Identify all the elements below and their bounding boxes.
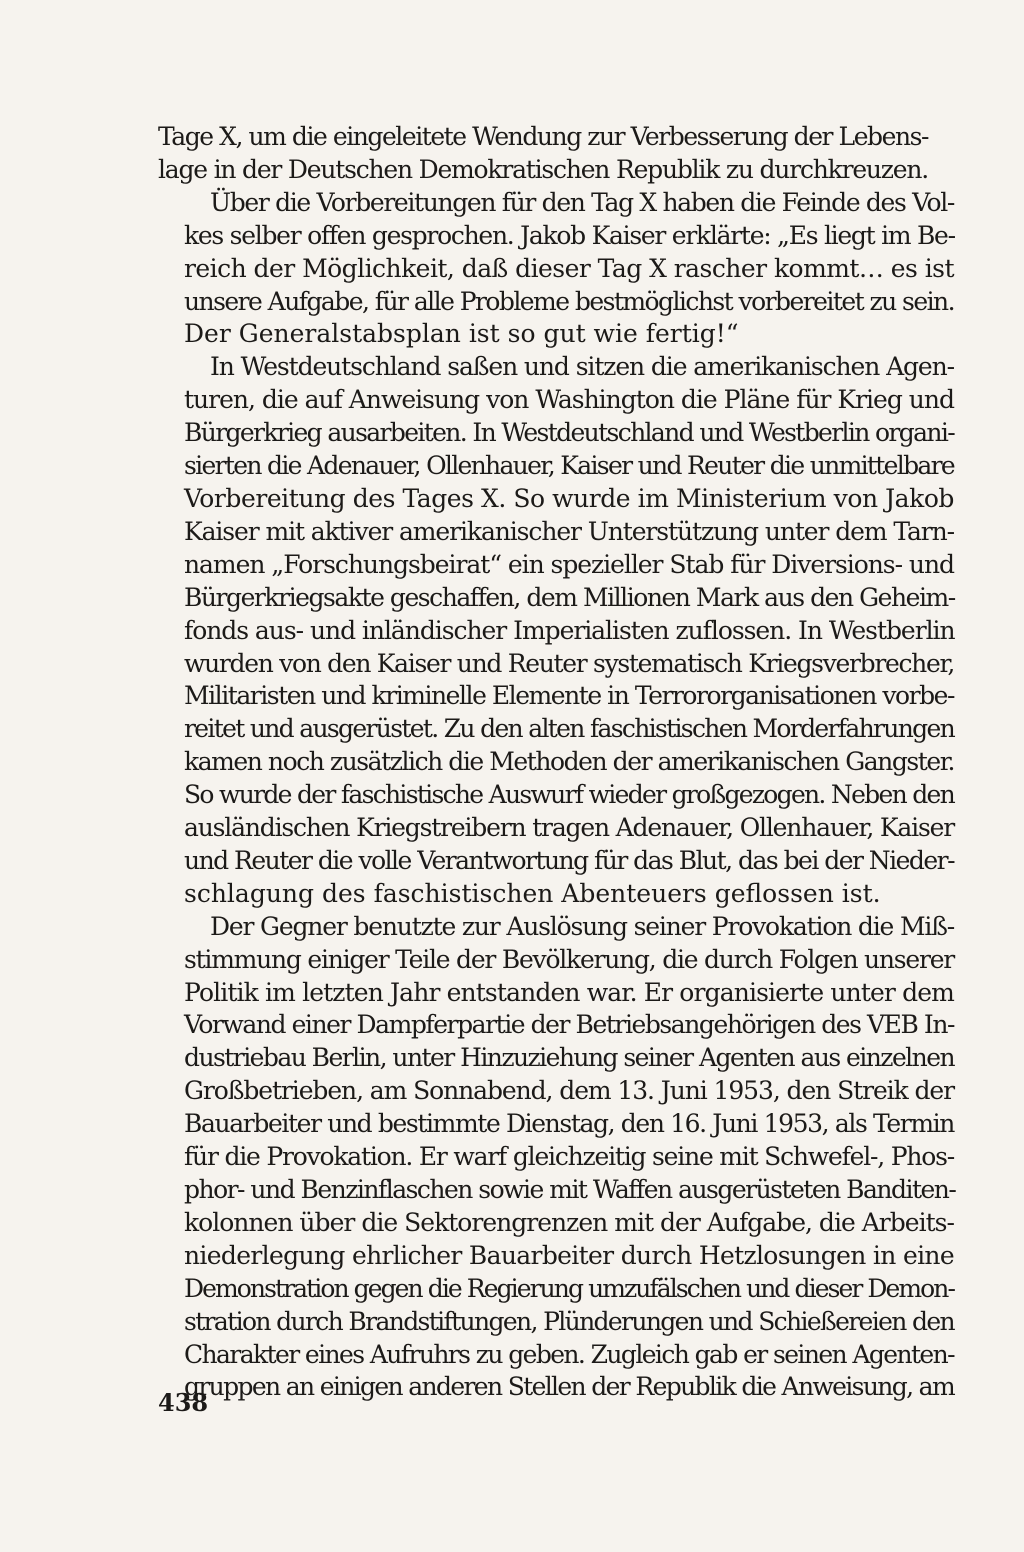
- page-number: 438: [158, 1388, 209, 1417]
- text-line: niederlegung ehrlicher Bauarbeiter durch Hetzlosungen in eine: [184, 1240, 954, 1270]
- text-line: Großbetrieben, am Sonnabend, dem 13. Juni 1953, den Streik der: [184, 1076, 954, 1106]
- text-line: und Reuter die volle Verantwortung für das Blut, das bei der Nieder-: [184, 845, 954, 875]
- text-line: kolonnen über die Sektorengrenzen mit der Aufgabe, die Arbeits-: [184, 1207, 954, 1237]
- text-line: reitet und ausgerüstet. Zu den alten faschistischen Morderfahrungen: [184, 714, 954, 744]
- text-line: schlagung des faschistischen Abenteuers geflossen ist.: [184, 878, 881, 908]
- text-line: kamen noch zusätzlich die Methoden der amerikanischen Gangster.: [184, 747, 954, 777]
- body-text: [158, 121, 956, 1404]
- paragraph: [158, 351, 955, 910]
- text-line: reich der Möglichkeit, daß dieser Tag X rascher kommt… es ist: [184, 253, 954, 283]
- text-line: Vorwand einer Dampferpartie der Betriebsangehörigen des VEB In-: [184, 1010, 954, 1040]
- paragraph: [158, 911, 956, 1405]
- paragraph: [158, 121, 928, 187]
- text-line: Tage X, um die eingeleitete Wendung zur Verbesserung der Lebens-: [158, 122, 928, 151]
- text-line: stimmung einiger Teile der Bevölkerung, die durch Folgen unserer: [184, 944, 954, 974]
- text-line: turen, die auf Anweisung von Washington die Pläne für Krieg und: [184, 385, 954, 415]
- text-line: lage in der Deutschen Demokratischen Republik zu durchkreuzen.: [158, 154, 928, 184]
- text-line: Kaiser mit aktiver amerikanischer Unterstützung unter dem Tarn-: [184, 516, 955, 546]
- text-line: Politik im letzten Jahr entstanden war. Er organisierte unter dem: [184, 977, 954, 1007]
- text-line: für die Provokation. Er warf gleichzeitig seine mit Schwefel-, Phos-: [184, 1142, 954, 1172]
- text-line: Über die Vorbereitungen für den Tag X haben die Feinde des Vol-: [210, 187, 954, 217]
- text-line: stration durch Brandstiftungen, Plünderungen und Schießereien den: [184, 1306, 954, 1336]
- text-line: phor- und Benzinflaschen sowie mit Waffen ausgerüsteten Banditen-: [184, 1175, 956, 1204]
- text-line: Vorbereitung des Tages X. So wurde im Ministerium von Jakob: [184, 483, 954, 513]
- text-line: Der Generalstabsplan ist so gut wie fertig!“: [184, 319, 739, 349]
- text-line: Bürgerkriegsakte geschaffen, dem Millionen Mark aus den Geheim-: [184, 582, 955, 612]
- text-line: In Westdeutschland saßen und sitzen die amerikanischen Agen-: [210, 352, 954, 382]
- text-line: Bauarbeiter und bestimmte Dienstag, den 16. Juni 1953, als Termin: [184, 1109, 954, 1139]
- text-line: dustriebau Berlin, unter Hinzuziehung seiner Agenten aus einzelnen: [184, 1043, 954, 1073]
- text-line: So wurde der faschistische Auswurf wieder großgezogen. Neben den: [184, 780, 954, 810]
- text-line: Der Gegner benutzte zur Auslösung seiner Provokation die Miß-: [210, 911, 954, 941]
- text-line: sierten die Adenauer, Ollenhauer, Kaiser und Reuter die unmittelbare: [184, 451, 954, 481]
- text-line: namen „Forschungsbeirat“ ein spezieller Stab für Diversions- und: [184, 549, 954, 579]
- text-line: Bürgerkrieg ausarbeiten. In Westdeutschland und Westberlin organi-: [184, 418, 954, 448]
- text-line: wurden von den Kaiser und Reuter systematisch Kriegsverbrecher,: [184, 648, 954, 678]
- text-line: kes selber offen gesprochen. Jakob Kaiser erklärte: „Es liegt im Be-: [184, 220, 955, 250]
- text-line: Militaristen und kriminelle Elemente in Terrororganisationen vorbe-: [184, 681, 954, 711]
- text-line: gruppen an einigen anderen Stellen der Republik die Anweisung, am: [184, 1372, 954, 1402]
- paragraph: [158, 187, 955, 352]
- text-line: unsere Aufgabe, für alle Probleme bestmöglichst vorbereitet zu sein.: [184, 286, 954, 316]
- text-line: ausländischen Kriegstreibern tragen Adenauer, Ollenhauer, Kaiser: [184, 813, 954, 843]
- text-line: Demonstration gegen die Regierung umzufälschen und dieser Demon-: [184, 1273, 954, 1303]
- text-line: Charakter eines Aufruhrs zu geben. Zugleich gab er seinen Agenten-: [184, 1339, 954, 1369]
- text-line: fonds aus- und inländischer Imperialisten zuflossen. In Westberlin: [184, 615, 955, 645]
